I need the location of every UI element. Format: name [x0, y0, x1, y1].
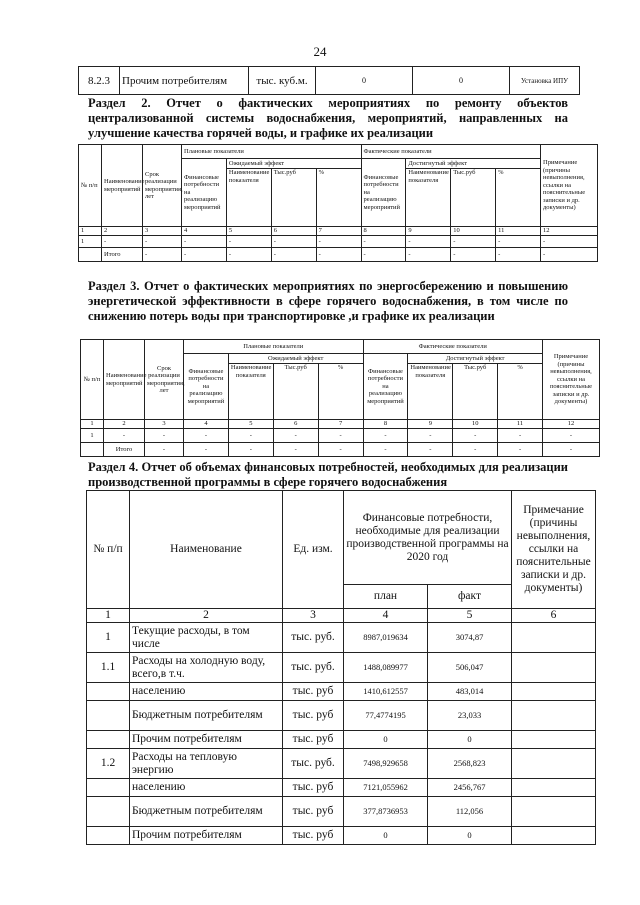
cell: -: [143, 248, 182, 262]
col-num: 2: [130, 609, 283, 623]
row-unit: тыс. руб: [283, 701, 344, 731]
cell: -: [498, 429, 543, 443]
row-note: [512, 623, 596, 653]
cell: [79, 248, 102, 262]
row-note: [512, 683, 596, 701]
row-unit: тыс. руб: [283, 683, 344, 701]
table-row: [79, 236, 598, 248]
col-num: 1: [81, 420, 104, 429]
cell: -: [453, 429, 498, 443]
th-rub: Тыс.руб: [453, 364, 498, 420]
row-note: [512, 749, 596, 779]
row-name: Прочим потребителям: [130, 731, 283, 749]
table-row: [87, 779, 596, 797]
row-plan: 77,4774195: [344, 701, 428, 731]
cell: -: [273, 443, 318, 457]
col-num: 9: [408, 420, 453, 429]
row-unit: тыс. руб: [283, 779, 344, 797]
th-plan: Плановые показатели: [182, 145, 362, 159]
th-rub: Тыс.руб: [273, 364, 318, 420]
cell: -: [145, 443, 184, 457]
row-number: 1.1: [87, 653, 130, 683]
th-unit: Ед. изм.: [283, 491, 344, 609]
section-2-heading: Раздел 2. Отчет о фактических мероприятиях по ремонту объектов централизованной системы водоснабжения, мероприятий, направленных на улучшение качества горячей воды, и графике их реализации: [88, 96, 568, 140]
row-name: Текущие расходы, в том числе: [130, 623, 283, 653]
col-num: 3: [283, 609, 344, 623]
th-rub: Тыс.руб: [271, 169, 316, 227]
cell: -: [184, 429, 229, 443]
cell: -: [408, 429, 453, 443]
col-num: 1: [79, 227, 102, 236]
cell: -: [271, 236, 316, 248]
th-fact: факт: [428, 585, 512, 609]
th-financial-needs: Финансовые потребности, необходимые для реализации производственной программы на 2020 год: [344, 491, 512, 585]
row-fact: 23,033: [428, 701, 512, 731]
cell: -: [316, 236, 361, 248]
cell: -: [228, 429, 273, 443]
row-fact: 483,014: [428, 683, 512, 701]
th-note: Примечание (причины невыполнения, ссылки на пояснительные записки и др. документы): [541, 145, 598, 227]
row-unit: тыс. руб.: [283, 623, 344, 653]
th-term: Срок реализации мероприятия, лет: [145, 340, 184, 420]
th-plan: план: [344, 585, 428, 609]
table-row: [87, 749, 596, 779]
col-num: 5: [228, 420, 273, 429]
table-row: [87, 653, 596, 683]
col-num: 6: [271, 227, 316, 236]
col-num: 4: [344, 609, 428, 623]
cell: -: [361, 248, 406, 262]
th-pct: %: [496, 169, 541, 227]
col-num: 10: [451, 227, 496, 236]
row-note: [512, 827, 596, 845]
row-fact: 3074,87: [428, 623, 512, 653]
row-fact: 2456,767: [428, 779, 512, 797]
row-value-plan: 0: [316, 67, 413, 95]
cell: -: [406, 248, 451, 262]
th-num: № п/п: [81, 340, 104, 420]
th-fin-fact: Финансовые потребности на реализацию мероприятий: [361, 159, 406, 227]
cell: 1: [81, 429, 104, 443]
th-pct: %: [498, 364, 543, 420]
row-plan: 8987,019634: [344, 623, 428, 653]
row-number: [87, 701, 130, 731]
cell: -: [145, 429, 184, 443]
cell: -: [143, 236, 182, 248]
col-num: 10: [453, 420, 498, 429]
cell: -: [102, 236, 143, 248]
row-unit: тыс. руб.: [283, 653, 344, 683]
th-name: Наименование: [130, 491, 283, 609]
th-name: Наименование мероприятий: [102, 145, 143, 227]
section-3-table: [80, 339, 600, 457]
row-unit: тыс. куб.м.: [249, 67, 316, 95]
cell: -: [182, 236, 227, 248]
cell: -: [104, 429, 145, 443]
th-fact: Фактические показатели: [363, 340, 543, 354]
table-row: [87, 797, 596, 827]
page-number: 24: [313, 44, 327, 59]
col-num: 12: [543, 420, 600, 429]
total-row: [81, 443, 600, 457]
col-num: 4: [184, 420, 229, 429]
section-2-table: [78, 144, 598, 262]
cell: -: [363, 443, 408, 457]
th-fin-fact: Финансовые потребности на реализацию мероприятий: [363, 354, 408, 420]
cell: -: [453, 443, 498, 457]
row-plan: 1410,612557: [344, 683, 428, 701]
continuation-table: [78, 66, 580, 95]
col-num: 3: [143, 227, 182, 236]
th-fin-plan: Финансовые потребности на реализацию мероприятий: [184, 354, 229, 420]
cell: -: [498, 443, 543, 457]
section-3-heading: Раздел 3. Отчет о фактических мероприятиях по энергосбережению и повышению энергетической эффективности в сфере горячего водоснабжения, в том числе по снижению потерь воды при транспортировке ,и графике их реализации: [88, 279, 568, 323]
row-unit: тыс. руб: [283, 797, 344, 827]
col-num: 3: [145, 420, 184, 429]
row-fact: 2568,823: [428, 749, 512, 779]
th-pct: %: [318, 364, 363, 420]
row-unit: тыс. руб: [283, 827, 344, 845]
table-row: [87, 731, 596, 749]
cell: [81, 443, 104, 457]
th-num: № п/п: [87, 491, 130, 609]
cell: -: [543, 429, 600, 443]
col-num: 11: [496, 227, 541, 236]
row-number: 1.2: [87, 749, 130, 779]
col-num: 6: [273, 420, 318, 429]
row-note: [512, 797, 596, 827]
col-num: 5: [226, 227, 271, 236]
th-expected: Ожидаемый эффект: [226, 159, 361, 169]
cell: -: [543, 443, 600, 457]
row-name: Прочим потребителям: [130, 827, 283, 845]
col-num: 6: [512, 609, 596, 623]
col-num: 5: [428, 609, 512, 623]
col-num: 2: [104, 420, 145, 429]
table-row: [87, 683, 596, 701]
th-pct: %: [316, 169, 361, 227]
column-number-row: [81, 420, 600, 429]
cell: -: [226, 236, 271, 248]
row-name: Расходы на холодную воду, всего,в т.ч.: [130, 653, 283, 683]
th-achieved: Достигнутый эффект: [406, 159, 541, 169]
col-num: 9: [406, 227, 451, 236]
th-term: Срок реализации мероприятия, лет: [143, 145, 182, 227]
th-note: Примечание (причины невыполнения, ссылки на пояснительные записки и др. документы): [512, 491, 596, 609]
cell: Итого: [102, 248, 143, 262]
col-num: 8: [363, 420, 408, 429]
cell: -: [182, 248, 227, 262]
cell: -: [496, 236, 541, 248]
row-name: Бюджетным потребителям: [130, 701, 283, 731]
cell: -: [318, 429, 363, 443]
row-value-fact: 0: [413, 67, 510, 95]
row-name: Расходы на тепловую энергию: [130, 749, 283, 779]
row-name: населению: [130, 779, 283, 797]
col-num: 12: [541, 227, 598, 236]
table-row: [87, 623, 596, 653]
cell: -: [451, 236, 496, 248]
row-note: [512, 701, 596, 731]
row-number: [87, 731, 130, 749]
column-number-row: [87, 609, 596, 623]
th-fin-plan: Финансовые потребности на реализацию мероприятий: [182, 159, 227, 227]
row-fact: 0: [428, 827, 512, 845]
cell: -: [228, 443, 273, 457]
col-num: 11: [498, 420, 543, 429]
row-plan: 377,8736953: [344, 797, 428, 827]
cell: -: [273, 429, 318, 443]
cell: -: [316, 248, 361, 262]
row-fact: 112,056: [428, 797, 512, 827]
row-fact: 506,047: [428, 653, 512, 683]
row-note: [512, 779, 596, 797]
row-number: 8.2.3: [79, 67, 120, 95]
th-indicator: Наименование показателя: [228, 364, 273, 420]
col-num: 7: [316, 227, 361, 236]
row-number: 1: [87, 623, 130, 653]
th-indicator: Наименование показателя: [406, 169, 451, 227]
row-note: [512, 653, 596, 683]
row-number: [87, 779, 130, 797]
cell: -: [496, 248, 541, 262]
th-indicator: Наименование показателя: [408, 364, 453, 420]
table-row: [81, 429, 600, 443]
row-number: [87, 827, 130, 845]
row-name: Бюджетным потребителям: [130, 797, 283, 827]
section-4-table: [86, 490, 596, 845]
total-row: [79, 248, 598, 262]
col-num: 2: [102, 227, 143, 236]
row-unit: тыс. руб.: [283, 749, 344, 779]
row-plan: 0: [344, 731, 428, 749]
cell: -: [363, 429, 408, 443]
cell: 1: [79, 236, 102, 248]
table-row: [87, 701, 596, 731]
th-fact: Фактические показатели: [361, 145, 541, 159]
cell: -: [451, 248, 496, 262]
row-note: [512, 731, 596, 749]
row-plan: 7498,929658: [344, 749, 428, 779]
col-num: 8: [361, 227, 406, 236]
row-number: [87, 683, 130, 701]
cell: -: [541, 248, 598, 262]
row-plan: 7121,055962: [344, 779, 428, 797]
column-number-row: [79, 227, 598, 236]
table-row: [87, 827, 596, 845]
row-fact: 0: [428, 731, 512, 749]
cell: -: [406, 236, 451, 248]
row-note: Установка ИПУ: [510, 67, 580, 95]
col-num: 4: [182, 227, 227, 236]
cell: -: [184, 443, 229, 457]
row-plan: 0: [344, 827, 428, 845]
th-achieved: Достигнутый эффект: [408, 354, 543, 364]
th-name: Наименование мероприятий: [104, 340, 145, 420]
cell: -: [361, 236, 406, 248]
th-rub: Тыс.руб: [451, 169, 496, 227]
cell: -: [318, 443, 363, 457]
th-expected: Ожидаемый эффект: [228, 354, 363, 364]
th-plan: Плановые показатели: [184, 340, 364, 354]
th-num: № п/п: [79, 145, 102, 227]
col-num: 1: [87, 609, 130, 623]
th-note: Примечание (причины невыполнения, ссылки на пояснительные записки и др. документы): [543, 340, 600, 420]
section-4-heading: Раздел 4. Отчет об объемах финансовых потребностей, необходимых для реализации производственной программы в сфере горячего водоснабжения: [88, 460, 568, 489]
row-plan: 1488,089977: [344, 653, 428, 683]
row-number: [87, 797, 130, 827]
cell: -: [271, 248, 316, 262]
row-unit: тыс. руб: [283, 731, 344, 749]
cell: -: [408, 443, 453, 457]
col-num: 7: [318, 420, 363, 429]
cell: Итого: [104, 443, 145, 457]
row-name: Прочим потребителям: [120, 67, 249, 95]
th-indicator: Наименование показателя: [226, 169, 271, 227]
row-name: населению: [130, 683, 283, 701]
cell: -: [541, 236, 598, 248]
cell: -: [226, 248, 271, 262]
